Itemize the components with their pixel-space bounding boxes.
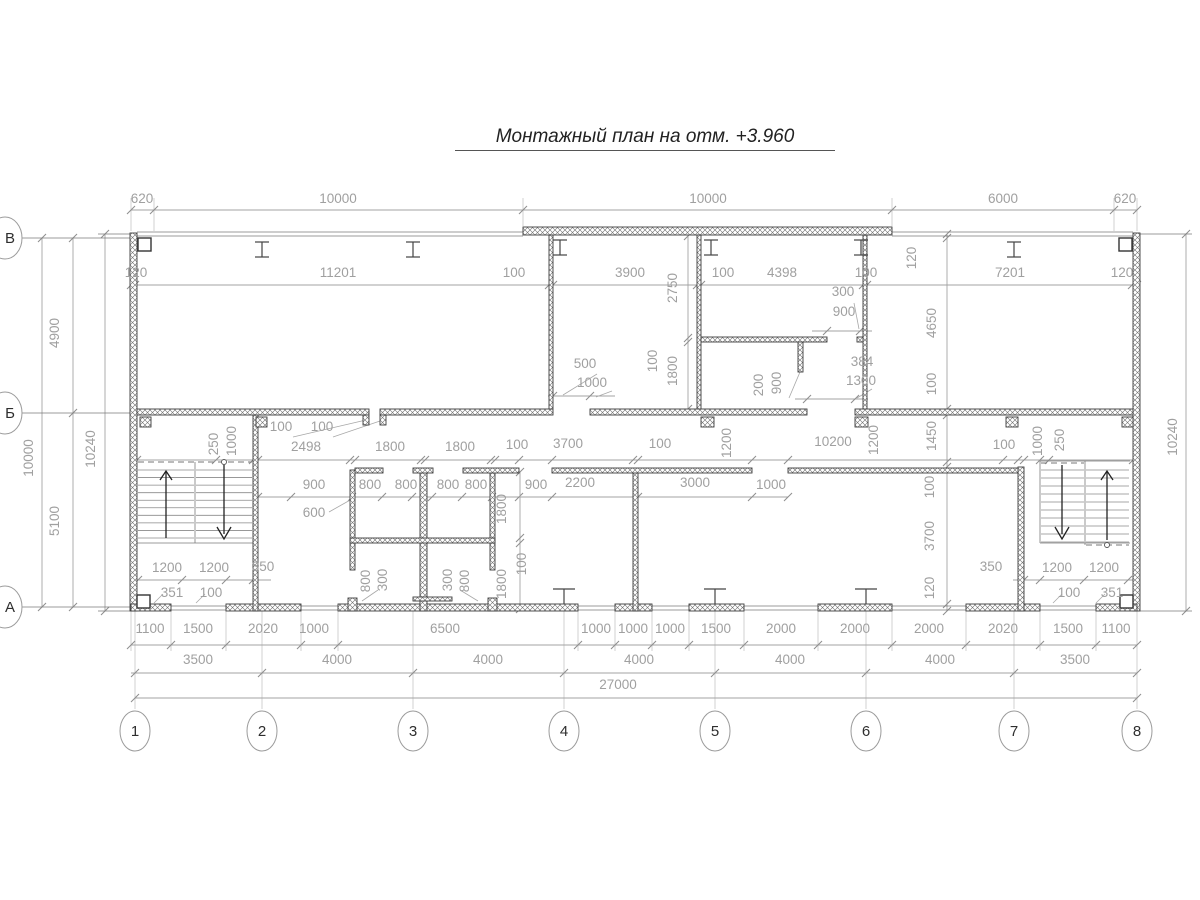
dim-label: 100 bbox=[199, 585, 223, 600]
dim-label: 100 bbox=[924, 372, 939, 396]
dim-label: 100 bbox=[310, 419, 334, 434]
dim-label: 1800 bbox=[494, 493, 509, 525]
labels-layer bbox=[21, 191, 1180, 692]
wall bbox=[798, 342, 803, 372]
dim-label: 1200 bbox=[151, 560, 183, 575]
dim-label: 500 bbox=[573, 356, 597, 371]
dim-label: 1500 bbox=[1052, 621, 1084, 636]
axis-label-3: 3 bbox=[408, 723, 418, 740]
dim-label: 800 bbox=[358, 477, 382, 492]
corner-pilaster bbox=[137, 595, 150, 608]
dim-label: 1800 bbox=[444, 439, 476, 454]
dim-label: 1000 bbox=[617, 621, 649, 636]
wall bbox=[413, 468, 433, 473]
dim-label: 2200 bbox=[564, 475, 596, 490]
dim-label: 1200 bbox=[719, 427, 734, 459]
wall bbox=[338, 604, 578, 611]
wall bbox=[355, 468, 383, 473]
dim-label: 27000 bbox=[599, 677, 637, 692]
dim-label: 1200 bbox=[1041, 560, 1073, 575]
wall bbox=[855, 409, 1133, 415]
dim-label: 120 bbox=[922, 576, 937, 600]
dim-label: 2020 bbox=[987, 621, 1019, 636]
leader-line bbox=[329, 499, 352, 512]
leader-line bbox=[333, 421, 380, 437]
dim-label: 300 bbox=[440, 568, 455, 592]
dim-label: 1500 bbox=[700, 621, 732, 636]
wall bbox=[633, 470, 638, 611]
wall bbox=[1122, 417, 1133, 427]
axis-label-6: 6 bbox=[861, 723, 871, 740]
dim-label: 100 bbox=[645, 349, 660, 373]
dim-label: 100 bbox=[505, 437, 529, 452]
wall bbox=[130, 233, 137, 611]
wall bbox=[788, 468, 1018, 473]
dim-label: 250 bbox=[1052, 428, 1067, 452]
dim-label: 4000 bbox=[472, 652, 504, 667]
axis-label-1: 1 bbox=[130, 723, 140, 740]
wall bbox=[348, 598, 357, 611]
dim-label: 300 bbox=[375, 568, 390, 592]
dim-label: 2000 bbox=[839, 621, 871, 636]
wall bbox=[463, 468, 519, 473]
dim-label: 1000 bbox=[576, 375, 608, 390]
dim-label: 6000 bbox=[987, 191, 1019, 206]
axis-label-А: А bbox=[4, 599, 16, 616]
dim-label: 10000 bbox=[689, 191, 727, 206]
dim-label: 350 bbox=[979, 559, 1003, 574]
dim-label: 100 bbox=[648, 436, 672, 451]
dim-label: 1800 bbox=[494, 568, 509, 600]
dim-label: 2498 bbox=[290, 439, 322, 454]
dim-label: 4000 bbox=[774, 652, 806, 667]
wall bbox=[549, 235, 553, 409]
dim-label: 900 bbox=[302, 477, 326, 492]
axis-label-5: 5 bbox=[710, 723, 720, 740]
dim-label: 1800 bbox=[374, 439, 406, 454]
dim-label: 350 bbox=[251, 559, 275, 574]
dim-label: 250 bbox=[206, 432, 221, 456]
dim-label: 1100 bbox=[1101, 621, 1131, 636]
dim-label: 2020 bbox=[247, 621, 279, 636]
stair-start-circle bbox=[1105, 543, 1110, 548]
axis-label-7: 7 bbox=[1009, 723, 1019, 740]
dim-label: 800 bbox=[358, 569, 373, 593]
dim-label: 900 bbox=[524, 477, 548, 492]
dim-label: 2750 bbox=[665, 272, 680, 304]
wall bbox=[590, 409, 807, 415]
dim-label: 900 bbox=[832, 304, 856, 319]
axis-label-4: 4 bbox=[559, 723, 569, 740]
wall bbox=[256, 417, 267, 427]
dim-label: 3700 bbox=[922, 520, 937, 552]
wall bbox=[697, 235, 701, 409]
dim-label: 800 bbox=[464, 477, 488, 492]
drawing-title: Монтажный план на отм. +3.960 bbox=[455, 126, 835, 151]
wall bbox=[818, 604, 892, 611]
dim-label: 3700 bbox=[552, 436, 584, 451]
dim-label: 1000 bbox=[654, 621, 686, 636]
wall bbox=[523, 227, 892, 235]
dim-label: 351 bbox=[160, 585, 184, 600]
dim-label: 800 bbox=[394, 477, 418, 492]
dim-label: 1000 bbox=[224, 425, 239, 457]
dim-label: 7201 bbox=[994, 265, 1026, 280]
dim-label: 100 bbox=[922, 475, 937, 499]
wall bbox=[350, 470, 355, 570]
wall bbox=[701, 417, 714, 427]
dim-label: 1000 bbox=[298, 621, 330, 636]
dim-label: 100 bbox=[992, 437, 1016, 452]
dim-label: 10240 bbox=[83, 430, 98, 468]
dim-label: 10240 bbox=[1165, 418, 1180, 456]
axis-label-Б: Б bbox=[5, 405, 15, 422]
wall bbox=[363, 415, 369, 425]
dim-label: 800 bbox=[457, 569, 472, 593]
dim-label: 1450 bbox=[924, 420, 939, 452]
wall bbox=[380, 409, 553, 415]
wall bbox=[1133, 233, 1140, 611]
dim-label: 10200 bbox=[814, 434, 852, 449]
dim-label: 1000 bbox=[1030, 425, 1045, 457]
dim-label: 120 bbox=[124, 265, 148, 280]
wall bbox=[350, 538, 495, 543]
dim-label: 4000 bbox=[321, 652, 353, 667]
dim-label: 2000 bbox=[765, 621, 797, 636]
dim-label: 10000 bbox=[319, 191, 357, 206]
dim-label: 10000 bbox=[21, 439, 36, 477]
dim-label: 100 bbox=[711, 265, 735, 280]
wall bbox=[413, 597, 452, 601]
wall bbox=[140, 417, 151, 427]
wall bbox=[857, 337, 863, 342]
dim-label: 4000 bbox=[924, 652, 956, 667]
dim-label: 1800 bbox=[665, 355, 680, 387]
dim-label: 100 bbox=[514, 552, 529, 576]
dim-label: 100 bbox=[854, 265, 878, 280]
dim-label: 1200 bbox=[198, 560, 230, 575]
wall bbox=[966, 604, 1040, 611]
wall bbox=[552, 468, 752, 473]
dim-label: 351 bbox=[1100, 585, 1124, 600]
dim-label: 100 bbox=[502, 265, 526, 280]
dim-label: 300 bbox=[831, 284, 855, 299]
dim-label: 4650 bbox=[924, 307, 939, 339]
dim-label: 1200 bbox=[1088, 560, 1120, 575]
dim-label: 600 bbox=[302, 505, 326, 520]
wall bbox=[701, 337, 827, 342]
dim-label: 6500 bbox=[429, 621, 461, 636]
dim-label: 11201 bbox=[319, 265, 357, 280]
dim-label: 620 bbox=[1113, 191, 1137, 206]
dim-label: 1100 bbox=[135, 621, 165, 636]
dim-label: 4900 bbox=[47, 317, 62, 349]
wall bbox=[226, 604, 301, 611]
dim-label: 3900 bbox=[614, 265, 646, 280]
dim-label: 3500 bbox=[182, 652, 214, 667]
dim-label: 900 bbox=[769, 371, 784, 395]
wall bbox=[689, 604, 744, 611]
dim-label: 620 bbox=[130, 191, 154, 206]
dim-label: 800 bbox=[436, 477, 460, 492]
dim-label: 1500 bbox=[182, 621, 214, 636]
wall bbox=[137, 409, 369, 415]
dim-label: 384 bbox=[850, 354, 874, 369]
dim-label: 100 bbox=[1057, 585, 1081, 600]
wall bbox=[1006, 417, 1018, 427]
axis-label-8: 8 bbox=[1132, 723, 1142, 740]
dim-label: 1000 bbox=[755, 477, 787, 492]
dim-label: 4000 bbox=[623, 652, 655, 667]
dim-label: 1300 bbox=[845, 373, 877, 388]
stair-start-circle bbox=[222, 460, 227, 465]
dim-label: 120 bbox=[1110, 265, 1134, 280]
dim-label: 4398 bbox=[766, 265, 798, 280]
dim-label: 1000 bbox=[580, 621, 612, 636]
dim-label: 3000 bbox=[679, 475, 711, 490]
corner-pilaster bbox=[1119, 238, 1132, 251]
dim-label: 3500 bbox=[1059, 652, 1091, 667]
wall bbox=[253, 415, 258, 611]
dim-label: 200 bbox=[751, 373, 766, 397]
axis-label-В: В bbox=[4, 230, 16, 247]
dim-label: 1200 bbox=[866, 424, 881, 456]
wall bbox=[1018, 467, 1024, 611]
dim-label: 5100 bbox=[47, 505, 62, 537]
corner-pilaster bbox=[138, 238, 151, 251]
wall bbox=[380, 415, 386, 425]
dim-label: 100 bbox=[269, 419, 293, 434]
leader-line bbox=[789, 372, 800, 398]
dim-label: 120 bbox=[904, 246, 919, 270]
dim-label: 2000 bbox=[913, 621, 945, 636]
axis-label-2: 2 bbox=[257, 723, 267, 740]
